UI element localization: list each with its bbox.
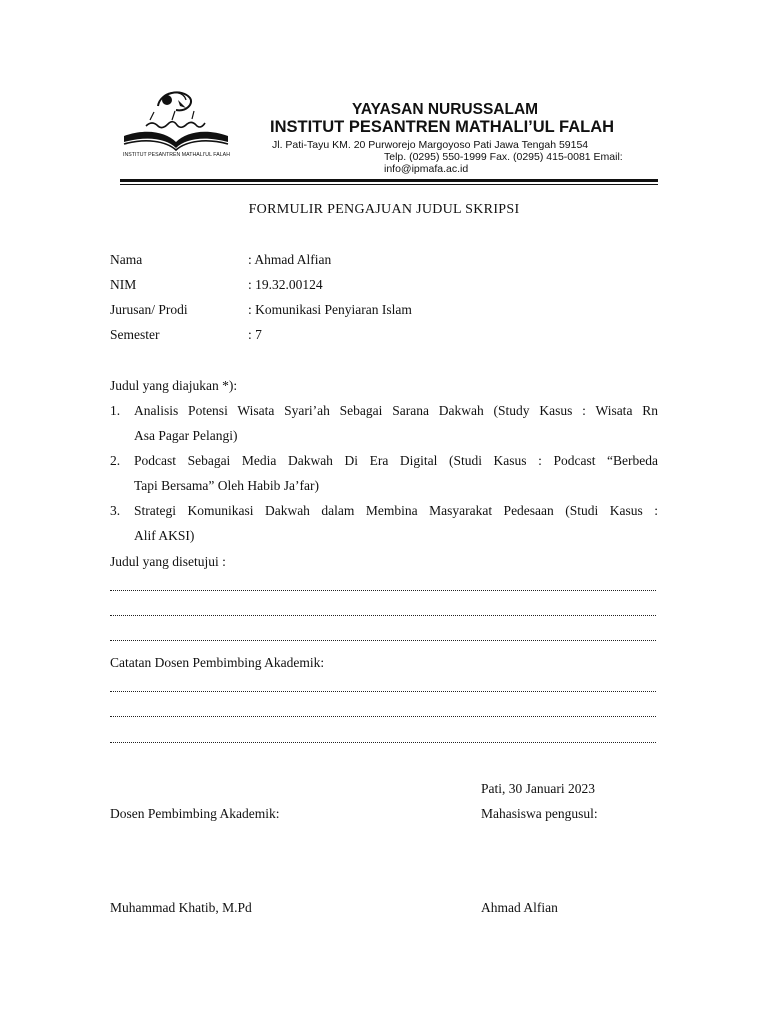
advisor-role: Dosen Pembimbing Akademik: xyxy=(110,806,280,821)
foundation-name: YAYASAN NURUSSALAM xyxy=(352,101,539,118)
advisor-notes-heading: Catatan Dosen Pembimbing Akademik: xyxy=(110,655,325,670)
list-item-number: 2. xyxy=(110,453,121,468)
field-label-name: Nama xyxy=(110,252,143,267)
advisor-notes-blank-line xyxy=(110,691,656,692)
list-item-line: Strategi Komunikasi Dakwah dalam Membina Masyarakat Pedesaan (Studi Kasus : xyxy=(134,503,658,518)
field-value-nim: : 19.32.00124 xyxy=(248,277,323,292)
field-label-program: Jurusan/ Prodi xyxy=(110,302,188,317)
list-item-line: Podcast Sebagai Media Dakwah Di Era Digital (Studi Kasus : Podcast “Berbeda xyxy=(134,453,658,468)
field-value-program: : Komunikasi Penyiaran Islam xyxy=(248,302,412,317)
address-line-1: Jl. Pati-Tayu KM. 20 Purworejo Margoyoso Pati Jawa Tengah 59154 xyxy=(272,139,589,151)
form-title: FORMULIR PENGAJUAN JUDUL SKRIPSI xyxy=(248,202,520,217)
list-item-number: 3. xyxy=(110,503,121,518)
field-label-semester: Semester xyxy=(110,327,160,342)
place-date: Pati, 30 Januari 2023 xyxy=(481,781,595,796)
advisor-notes-blank-line xyxy=(110,716,656,717)
field-label-nim: NIM xyxy=(110,277,137,292)
list-item-line: Tapi Bersama” Oleh Habib Ja’far) xyxy=(134,478,319,493)
field-value-semester: : 7 xyxy=(248,327,262,342)
list-item-line: Analisis Potensi Wisata Syari’ah Sebagai Sarana Dakwah (Study Kasus : Wisata Rn xyxy=(134,403,658,418)
advisor-notes-blank-line xyxy=(110,742,656,743)
student-name: Ahmad Alfian xyxy=(481,900,558,915)
approved-title-blank-line xyxy=(110,615,656,616)
letterhead-rule-thin xyxy=(120,184,658,185)
field-value-name: : Ahmad Alfian xyxy=(248,252,332,267)
approved-title-blank-line xyxy=(110,590,656,591)
institute-name: INSTITUT PESANTREN MATHALI’UL FALAH xyxy=(270,118,615,136)
list-item-line: Alif AKSI) xyxy=(134,528,195,543)
logo-caption: INSTITUT PESANTREN MATHALI'UL FALAH xyxy=(123,152,230,158)
proposed-titles-heading: Judul yang diajukan *): xyxy=(110,378,238,393)
address-line-2: Telp. (0295) 550-1999 Fax. (0295) 415-0081 Email: xyxy=(384,151,623,163)
student-role: Mahasiswa pengusul: xyxy=(481,806,598,821)
letterhead-rule-thick xyxy=(120,179,658,182)
approved-title-blank-line xyxy=(110,640,656,641)
approved-title-heading: Judul yang disetujui : xyxy=(110,554,226,569)
advisor-name: Muhammad Khatib, M.Pd xyxy=(110,900,252,915)
list-item-number: 1. xyxy=(110,403,121,418)
list-item-line: Asa Pagar Pelangi) xyxy=(134,428,238,443)
address-line-3: info@ipmafa.ac.id xyxy=(384,163,469,175)
